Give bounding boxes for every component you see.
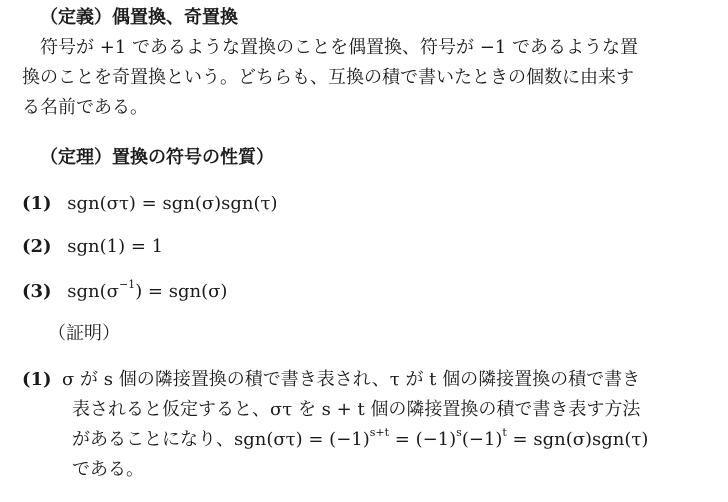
- superscript: −1: [118, 278, 136, 291]
- formula: sgn(1) = 1: [67, 236, 164, 257]
- theorem-item-3: [22, 277, 227, 307]
- superscript: t: [502, 426, 507, 439]
- proof-heading: （証明）: [48, 323, 120, 344]
- definition-heading: （定義）偶置換、奇置換: [40, 7, 238, 28]
- proof-line-2: 表されると仮定すると、στ を s + t 個の隣接置換の積で書き表す方法: [72, 399, 641, 420]
- superscript: s+t: [369, 426, 390, 439]
- proof-line-4: である。: [72, 459, 144, 480]
- proof-item-number: (1): [22, 369, 52, 390]
- proof-line-1: σ が s 個の隣接置換の積で書き表され、τ が t 個の隣接置換の積で書き: [62, 369, 641, 390]
- proof-line-3-a: があることになり、sgn(στ) = (−1): [72, 429, 370, 450]
- formula-prefix: sgn(σ: [67, 281, 119, 302]
- definition-line-2: 換のことを奇置換という。どちらも、互換の積で書いたときの個数に由来す: [22, 67, 634, 88]
- proof-line-3-b: = (−1): [389, 429, 457, 450]
- superscript: s: [456, 426, 462, 439]
- theorem-item-2: [22, 232, 163, 262]
- proof-line-3-d: = sgn(σ)sgn(τ): [506, 429, 649, 450]
- theorem-heading: （定理）置換の符号の性質）: [40, 147, 274, 168]
- definition-line-3: る名前である。: [22, 97, 148, 118]
- formula-suffix: ) = sgn(σ): [135, 281, 228, 302]
- proof-line-3: [72, 425, 648, 455]
- item-number: (2): [22, 236, 52, 257]
- item-number: (3): [22, 281, 52, 302]
- definition-line-1: 符号が +1 であるような置換のことを偶置換、符号が −1 であるような置: [40, 37, 638, 58]
- theorem-item-1: [22, 189, 278, 219]
- formula: sgn(στ) = sgn(σ)sgn(τ): [67, 193, 278, 214]
- proof-line-3-c: (−1): [461, 429, 503, 450]
- item-number: (1): [22, 193, 52, 214]
